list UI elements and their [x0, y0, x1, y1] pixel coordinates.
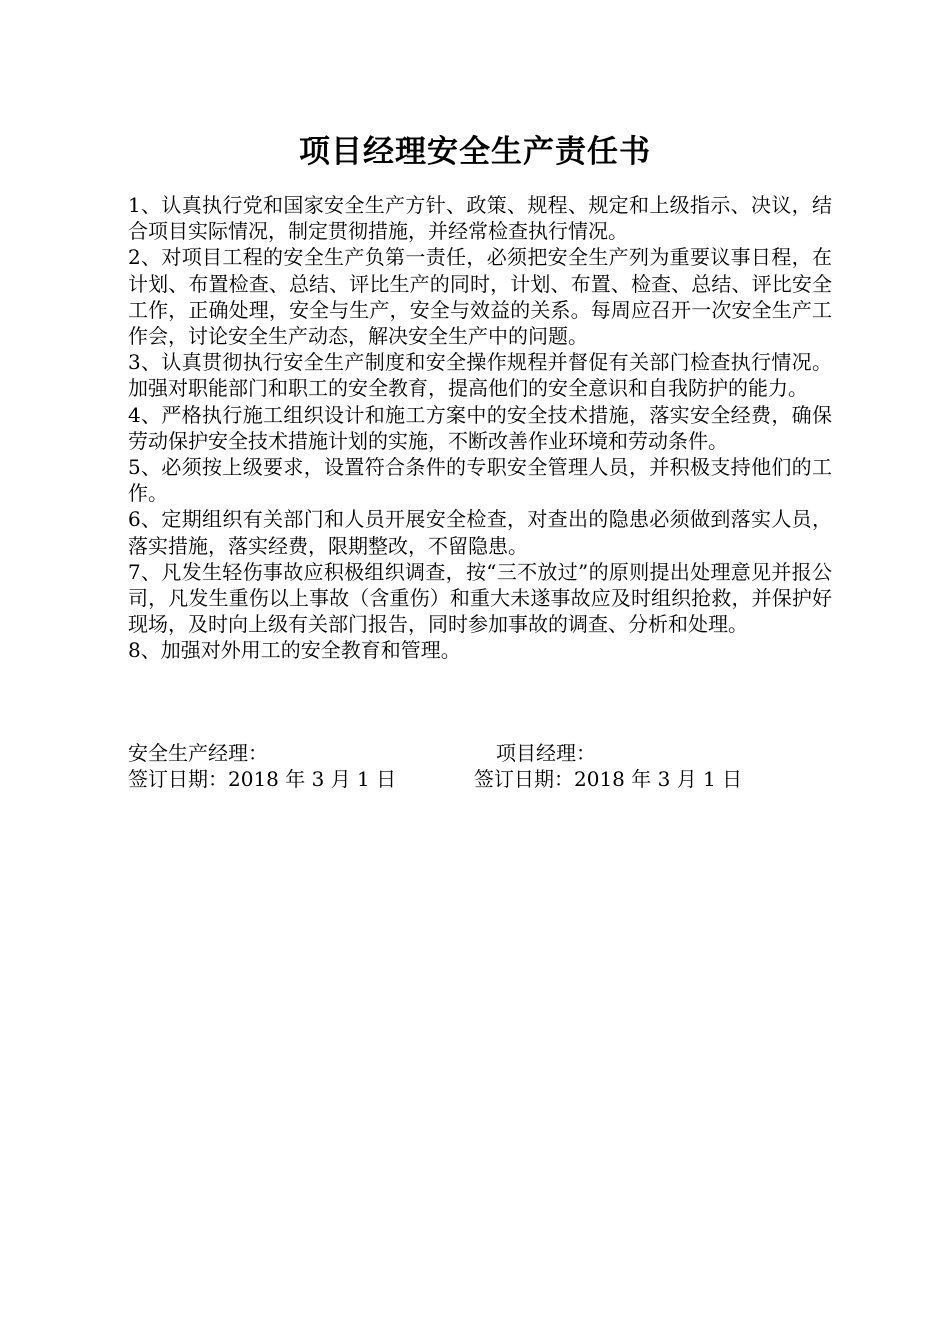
clause-8: 8、加强对外用工的安全教育和管理。 [128, 638, 461, 663]
clause-7: 7、凡发生轻伤事故应积极组织调查，按“三不放过”的原则提出处理意见并报公司，凡发生重伤以上事故（含重伤）和重大未遂事故应及时组织抢救，并保护好现场，及时向上级有关部门报告，同时参加事故的调查、分析和处理。 [128, 559, 832, 637]
clause-6: 6、定期组织有关部门和人员开展安全检查，对查出的隐患必须做到落实人员，落实措施，落实经费，限期整改，不留隐患。 [128, 507, 832, 558]
project-manager-signature-label: 项目经理： [496, 741, 596, 765]
safety-manager-sign-date: 签订日期：2018 年 3 月 1 日 [128, 767, 397, 791]
clause-4: 4、严格执行施工组织设计和施工方案中的安全技术措施，落实安全经费，确保劳动保护安全技术措施计划的实施，不断改善作业环境和劳动条件。 [128, 402, 832, 453]
clause-2: 2、对项目工程的安全生产负第一责任，必须把安全生产列为重要议事日程，在计划、布置检查、总结、评比生产的同时，计划、布置、检查、总结、评比安全工作，正确处理，安全与生产，安全与效益的关系。每周应召开一次安全生产工作会，讨论安全生产动态，解决安全生产中的问题。 [128, 245, 832, 349]
safety-manager-signature-label: 安全生产经理： [128, 741, 268, 765]
clause-3: 3、认真贯彻执行安全生产制度和安全操作规程并督促有关部门检查执行情况。加强对职能部门和职工的安全教育，提高他们的安全意识和自我防护的能力。 [128, 350, 832, 401]
project-manager-sign-date: 签订日期：2018 年 3 月 1 日 [474, 767, 743, 791]
document-title: 项目经理安全生产责任书 [299, 134, 651, 170]
clause-5: 5、必须按上级要求，设置符合条件的专职安全管理人员，并积极支持他们的工作。 [128, 455, 832, 506]
clause-1: 1、认真执行党和国家安全生产方针、政策、规程、规定和上级指示、决议，结合项目实际情况，制定贯彻措施，并经常检查执行情况。 [128, 193, 832, 244]
document-body [128, 192, 832, 664]
